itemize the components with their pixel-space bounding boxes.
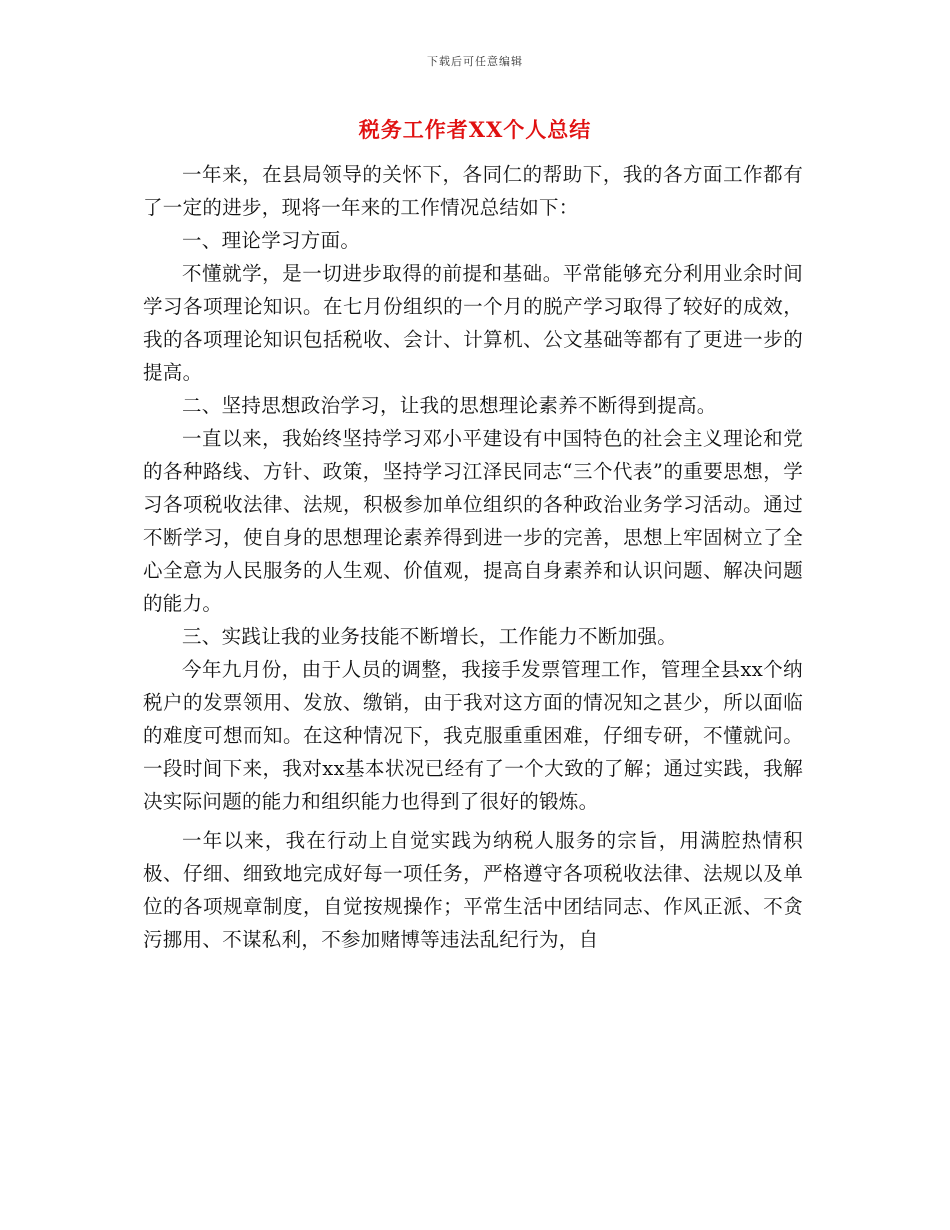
paragraph-conduct: 一年以来，我在行动上自觉实践为纳税人服务的宗旨，用满腔热情积极、仔细、细致地完成好每一项任务，严格遵守各项税收法律、法规以及单位的各项规章制度，自觉按规操作；平常生活中团结同志、作风正派、不贪污挪用、不谋私利，不参加赌博等违法乱纪行为，自 — [143, 829, 803, 951]
paragraph-theory-study: 不懂就学，是一切进步取得的前提和基础。平常能够充分利用业余时间学习各项理论知识。在七月份组织的一个月的脱产学习取得了较好的成效，我的各项理论知识包括税收、会计、计算机、公文基础等都有了更进一步的提高。 — [143, 262, 803, 384]
page-header-note: 下载后可任意编辑 — [427, 55, 523, 68]
paragraph-political-study: 一直以来，我始终坚持学习邓小平建设有中国特色的社会主义理论和党的各种路线、方针、政策，坚持学习江泽民同志“三个代表”的重要思想，学习各项税收法律、法规，积极参加单位组织的各种政治业务学习活动。通过不断学习，使自身的思想理论素养得到进一步的完善，思想上牢固树立了全心全意为人民服务的人生观、价值观，提高自身素养和认识问题、解决问题的能力。 — [143, 427, 803, 615]
document-body — [143, 158, 803, 956]
heading-theory-study: 一、理论学习方面。 — [182, 229, 361, 252]
heading-political-study: 二、坚持思想政治学习，让我的思想理论素养不断得到提高。 — [182, 394, 717, 417]
paragraph-intro: 一年来，在县局领导的关怀下，各同仁的帮助下，我的各方面工作都有了一定的进步，现将一年来的工作情况总结如下： — [143, 163, 803, 219]
document-title: 税务工作者XX个人总结 — [358, 117, 592, 142]
heading-practice: 三、实践让我的业务技能不断增长，工作能力不断加强。 — [182, 625, 678, 648]
paragraph-practice: 今年九月份，由于人员的调整，我接手发票管理工作，管理全县xx个纳税户的发票领用、发放、缴销，由于我对这方面的情况知之甚少，所以面临的难度可想而知。在这种情况下，我克服重重困难，仔细专研，不懂就问。一段时间下来，我对xx基本状况已经有了一个大致的了解；通过实践，我解决实际问题的能力和组织能力也得到了很好的锻炼。 — [143, 658, 803, 813]
